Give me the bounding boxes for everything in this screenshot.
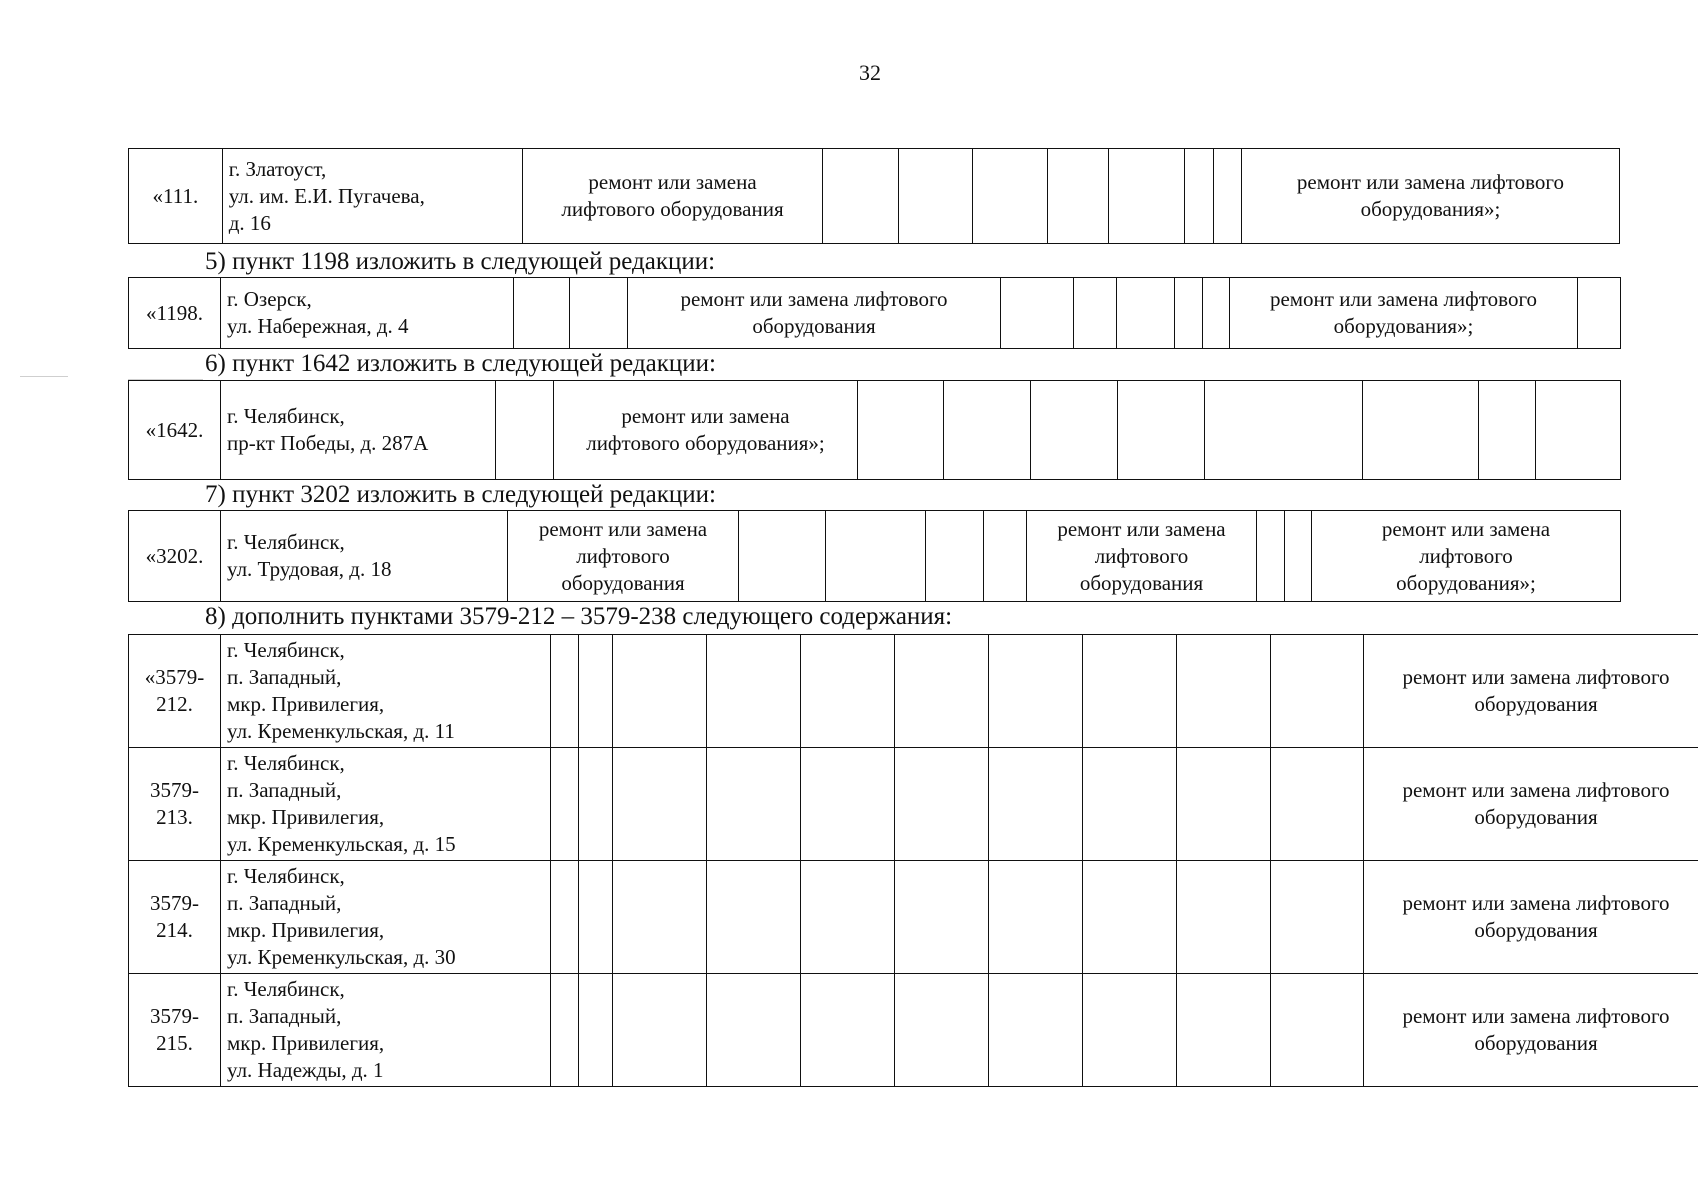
item-number: 3579- 215. [129, 974, 221, 1087]
empty-cell [707, 974, 801, 1087]
page-number: 32 [859, 60, 881, 85]
empty-cell [1271, 861, 1364, 974]
work-type-cell: ремонт или замена лифтового оборудования [522, 149, 823, 244]
empty-cell [895, 635, 989, 748]
amendment-heading-8: 8) дополнить пунктами 3579-212 – 3579-238 следующего содержания: [205, 603, 953, 630]
empty-cell [826, 511, 926, 602]
work-type-cell: ремонт или замена лифтового оборудования [1364, 974, 1698, 1087]
empty-cell [551, 974, 579, 1087]
empty-cell [579, 748, 613, 861]
empty-cell [551, 748, 579, 861]
empty-cell [707, 748, 801, 861]
empty-cell [613, 748, 707, 861]
empty-cell [1203, 278, 1230, 349]
address-cell: г. Челябинск, п. Западный, мкр. Привилегия, ул. Кременкульская, д. 15 [221, 748, 551, 861]
table-item-1642 [128, 380, 1621, 480]
table-row [129, 149, 1620, 244]
empty-cell [1578, 278, 1621, 349]
empty-cell [1074, 278, 1117, 349]
empty-cell [1031, 381, 1118, 480]
item-number: 3579- 214. [129, 861, 221, 974]
empty-cell [613, 974, 707, 1087]
address-line: г. Челябинск, [227, 530, 345, 554]
item-number: «1198. [129, 278, 221, 349]
empty-cell [1184, 149, 1213, 244]
empty-cell [1001, 278, 1074, 349]
empty-cell [1048, 149, 1108, 244]
empty-cell [989, 974, 1083, 1087]
empty-cell [926, 511, 984, 602]
empty-cell [1177, 974, 1271, 1087]
work-type-cell: ремонт или замена лифтового оборудования»; [554, 381, 858, 480]
work-type-cell: ремонт или замена лифтового оборудования [508, 511, 739, 602]
scan-artifact-line [20, 376, 68, 377]
work-type-cell: ремонт или замена лифтового оборудования»; [1312, 511, 1621, 602]
empty-cell [801, 748, 895, 861]
empty-cell [1177, 635, 1271, 748]
table-row [129, 635, 1698, 748]
empty-cell [1083, 748, 1177, 861]
table-row [129, 748, 1698, 861]
empty-cell [1536, 381, 1621, 480]
table-row [129, 974, 1698, 1087]
empty-cell [1083, 974, 1177, 1087]
address-cell [221, 381, 496, 480]
empty-cell [858, 381, 944, 480]
work-type-cell: ремонт или замена лифтового оборудования [1364, 748, 1698, 861]
empty-cell [579, 635, 613, 748]
table-row [129, 381, 1621, 480]
empty-cell [944, 381, 1031, 480]
address-line: ул. Набережная, д. 4 [227, 314, 409, 338]
empty-cell [989, 635, 1083, 748]
empty-cell [984, 511, 1027, 602]
empty-cell [899, 149, 973, 244]
empty-cell [707, 635, 801, 748]
empty-cell [895, 861, 989, 974]
item-number: «1642. [129, 381, 221, 480]
table-row [129, 278, 1621, 349]
empty-cell [895, 974, 989, 1087]
work-type-cell: ремонт или замена лифтового оборудования [1027, 511, 1257, 602]
empty-cell [801, 861, 895, 974]
work-type-cell: ремонт или замена лифтового оборудования»; [1241, 149, 1619, 244]
table-items-3579 [128, 634, 1698, 1087]
address-cell: г. Челябинск, п. Западный, мкр. Привилегия, ул. Надежды, д. 1 [221, 974, 551, 1087]
item-number: «111. [129, 149, 223, 244]
empty-cell [1285, 511, 1312, 602]
empty-cell [1479, 381, 1536, 480]
work-type-cell: ремонт или замена лифтового оборудования [1364, 635, 1698, 748]
table-item-111 [128, 148, 1620, 244]
amendment-heading-6: 6) пункт 1642 изложить в следующей редакции: [205, 350, 716, 377]
address-cell [221, 278, 514, 349]
address-line: г. Озерск, [227, 287, 312, 311]
table-item-1198 [128, 277, 1621, 349]
address-line: г. Златоуст, [228, 156, 327, 181]
empty-cell [1271, 974, 1364, 1087]
empty-cell [989, 861, 1083, 974]
empty-cell [895, 748, 989, 861]
empty-cell [739, 511, 826, 602]
empty-cell [1205, 381, 1363, 480]
table-row [129, 861, 1698, 974]
empty-cell [1177, 861, 1271, 974]
address-cell [222, 149, 522, 244]
empty-cell [1118, 381, 1205, 480]
address-line: г. Челябинск, [227, 404, 345, 428]
empty-cell [514, 278, 570, 349]
item-number: 3579- 213. [129, 748, 221, 861]
address-line: ул. им. Е.И. Пугачева, [228, 183, 425, 208]
empty-cell [1257, 511, 1285, 602]
empty-cell [1363, 381, 1479, 480]
empty-cell [973, 149, 1048, 244]
empty-cell [579, 861, 613, 974]
empty-cell [1271, 748, 1364, 861]
table-item-3202 [128, 510, 1621, 602]
empty-cell [496, 381, 554, 480]
item-number: «3579- 212. [129, 635, 221, 748]
work-type-cell: ремонт или замена лифтового оборудования [628, 278, 1001, 349]
empty-cell [579, 974, 613, 1087]
empty-cell [823, 149, 899, 244]
table-row [129, 511, 1621, 602]
empty-cell [1271, 635, 1364, 748]
empty-cell [570, 278, 628, 349]
empty-cell [801, 635, 895, 748]
empty-cell [801, 974, 895, 1087]
work-type-cell: ремонт или замена лифтового оборудования»; [1230, 278, 1578, 349]
work-type-cell: ремонт или замена лифтового оборудования [1364, 861, 1698, 974]
address-line: пр-кт Победы, д. 287А [227, 431, 429, 455]
empty-cell [1117, 278, 1175, 349]
empty-cell [1083, 635, 1177, 748]
empty-cell [551, 635, 579, 748]
address-cell [221, 511, 508, 602]
empty-cell [613, 861, 707, 974]
address-cell: г. Челябинск, п. Западный, мкр. Привилегия, ул. Кременкульская, д. 11 [221, 635, 551, 748]
amendment-heading-7: 7) пункт 3202 изложить в следующей редакции: [205, 481, 716, 508]
address-cell: г. Челябинск, п. Западный, мкр. Привилегия, ул. Кременкульская, д. 30 [221, 861, 551, 974]
empty-cell [1083, 861, 1177, 974]
amendment-heading-5: 5) пункт 1198 изложить в следующей редакции: [205, 248, 716, 275]
empty-cell [551, 861, 579, 974]
empty-cell [1175, 278, 1203, 349]
empty-cell [1108, 149, 1184, 244]
empty-cell [1177, 748, 1271, 861]
empty-cell [707, 861, 801, 974]
address-line: д. 16 [228, 210, 271, 235]
empty-cell [1213, 149, 1241, 244]
empty-cell [613, 635, 707, 748]
address-line: ул. Трудовая, д. 18 [227, 557, 392, 581]
item-number: «3202. [129, 511, 221, 602]
empty-cell [989, 748, 1083, 861]
